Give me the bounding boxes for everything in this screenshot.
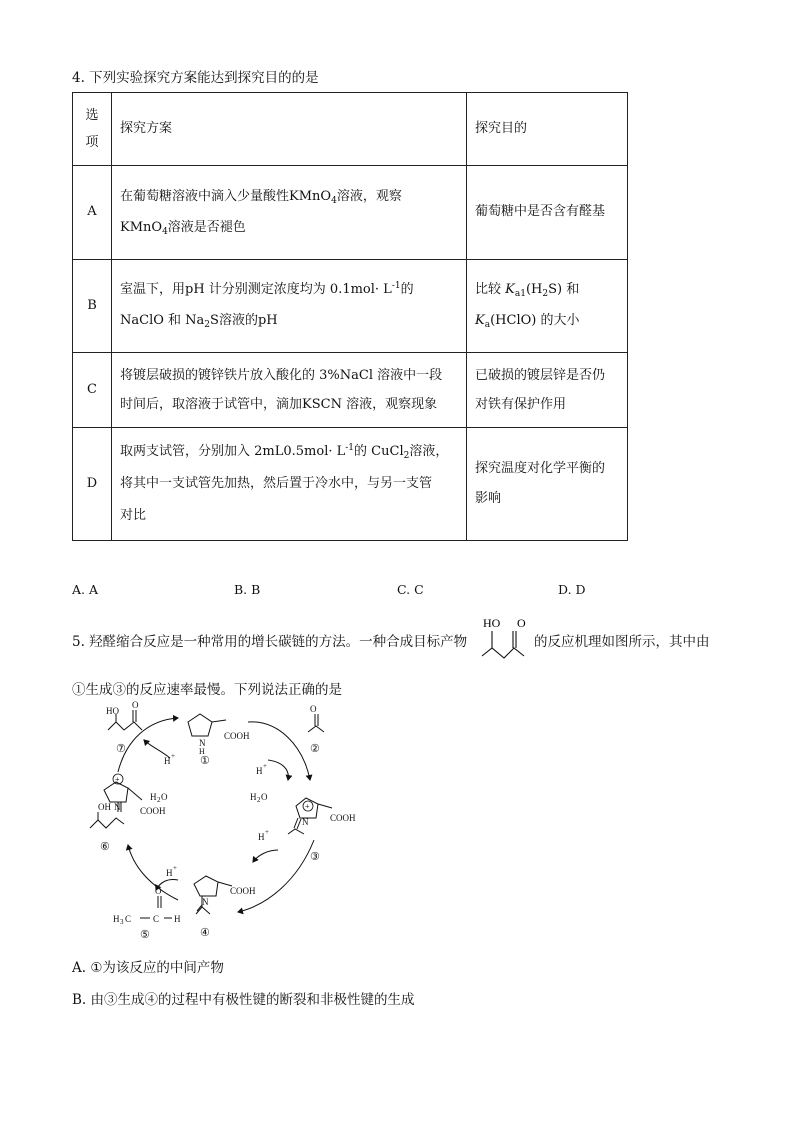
row-plan <box>112 260 467 353</box>
plan-text: NaClO 和 <box>120 313 186 328</box>
question-5-line2: ①生成③的反应速率最慢。下列说法正确的是 <box>72 682 342 698</box>
plan-text: 溶液的pH <box>218 313 278 328</box>
h-plus-3: H <box>258 832 265 842</box>
goal-text: S) 和 <box>548 282 580 298</box>
cooh-1: COOH <box>224 731 250 741</box>
formula: K <box>475 313 485 328</box>
h-plus-2: H <box>256 766 263 776</box>
label-7: ⑦ <box>116 743 126 755</box>
mechanism-diagram <box>78 700 378 945</box>
header-key-2: 项 <box>85 135 99 150</box>
o-7: O <box>132 700 139 710</box>
plus-1: + <box>171 752 175 760</box>
goal-text: 比较 <box>475 282 506 298</box>
h-plus-4: H <box>166 868 173 878</box>
plan-text: 溶液， <box>409 444 449 460</box>
plus-3: + <box>265 828 269 836</box>
cooh-6: COOH <box>140 806 166 816</box>
row-plan <box>112 166 467 260</box>
cooh-3: COOH <box>330 813 356 823</box>
row-goal <box>467 428 628 541</box>
subscript: a1 <box>514 289 526 300</box>
goal-text: 的大小 <box>536 313 580 328</box>
formula: K <box>505 282 515 298</box>
formula: Na <box>185 313 205 328</box>
n-4: N <box>202 897 209 907</box>
table-row <box>73 353 628 428</box>
o-2: O <box>310 704 317 714</box>
header-key <box>73 93 112 166</box>
plan-text: 溶液，观察 <box>336 188 402 204</box>
plan-text: 室温下，用pH 计分别测定浓度均为 0.1mol· L <box>120 282 392 298</box>
choice-b[interactable]: B. B <box>234 582 261 597</box>
label-6: ⑥ <box>100 841 110 853</box>
choice-d[interactable]: D. D <box>558 582 586 597</box>
subscript: 4 <box>331 195 337 206</box>
h2o-1-2: 2 <box>157 796 161 804</box>
choice-c[interactable]: C. C <box>397 582 424 597</box>
plan-text: 的 <box>354 444 372 460</box>
subscript: 2 <box>542 289 549 300</box>
row-goal <box>467 260 628 353</box>
h2o-2-h: H <box>250 792 257 802</box>
table-row <box>73 260 628 353</box>
product-o-label: O <box>517 616 526 630</box>
h2o-1-h: H <box>150 792 157 802</box>
n-3: N <box>302 817 309 827</box>
nh-n: N <box>199 738 206 748</box>
question-4-title: 4. 下列实验探究方案能达到探究目的的是 <box>72 70 319 86</box>
subscript: a <box>484 320 491 330</box>
goal-text: 已破损的镀层锌是否仍 <box>475 367 606 383</box>
subscript: 2 <box>403 451 410 462</box>
row-key: A <box>73 166 112 260</box>
formula: KMnO <box>289 188 332 204</box>
header-plan: 探究方案 <box>112 93 467 166</box>
label-3: ③ <box>310 851 320 863</box>
oh-6: OH <box>98 802 111 812</box>
c-5: C <box>153 914 160 924</box>
plan-text: 对比 <box>120 507 147 523</box>
subscript: 4 <box>162 226 168 237</box>
plus-4: + <box>173 864 177 872</box>
row-key: C <box>73 353 112 428</box>
compound-1-ring <box>188 714 212 736</box>
question-5-line1a: 5. 羟醛缩合反应是一种常用的增长碳链的方法。一种合成目标产物 <box>72 634 468 650</box>
h2o-2-2: 2 <box>257 796 261 804</box>
row-plan <box>112 353 467 428</box>
n-6: N <box>114 802 121 812</box>
plus-2: + <box>263 762 267 770</box>
label-4: ④ <box>200 927 210 939</box>
superscript: -1 <box>345 443 355 454</box>
cooh-4: COOH <box>230 886 256 896</box>
h-plus-1: H <box>164 756 171 766</box>
table-row <box>73 428 628 541</box>
plan-text: 的 <box>400 282 414 298</box>
plus-3-ring: + <box>305 802 310 811</box>
h2o-2-o: O <box>261 792 268 802</box>
row-key: D <box>73 428 112 541</box>
compound-4-ring <box>194 876 218 896</box>
table-header-row <box>73 93 628 166</box>
nh-h: H <box>199 747 205 756</box>
plan-text: 将镀层破损的镀锌铁片放入酸化的 3%NaCl 溶液中一段 <box>120 367 443 383</box>
h2o-1-o: O <box>161 792 168 802</box>
header-goal: 探究目的 <box>467 93 628 166</box>
header-key-1: 选 <box>85 107 99 123</box>
table-row <box>73 166 628 260</box>
h-5: H <box>174 914 181 924</box>
h3c-3: 3 <box>120 918 124 926</box>
subscript: 2 <box>204 320 211 330</box>
option-a[interactable]: A. ①为该反应的中间产物 <box>72 960 224 976</box>
plan-text: 溶液是否褪色 <box>167 219 246 235</box>
formula: (HClO) <box>490 313 537 328</box>
plan-text: 时间后，取溶液于试管中，滴加KSCN 溶液，观察现象 <box>120 397 438 412</box>
row-goal: 葡萄糖中是否含有醛基 <box>467 166 628 260</box>
plan-text: 取两支试管，分别加入 2mL0.5mol· L <box>120 444 346 460</box>
goal-text: 对铁有保护作用 <box>475 397 567 412</box>
row-plan <box>112 428 467 541</box>
row-goal <box>467 353 628 428</box>
options-table <box>72 92 628 541</box>
label-2: ② <box>310 743 320 755</box>
plan-text: 在葡萄糖溶液中滴入少量酸性 <box>120 188 290 204</box>
question-5-line1b: 的反应机理如图所示，其中由 <box>534 634 710 650</box>
plus-6: + <box>115 775 120 784</box>
product-ho-label: HO <box>483 616 501 630</box>
formula: CuCl <box>371 444 404 460</box>
h3c-h: H <box>113 914 120 924</box>
target-product-structure <box>478 612 538 662</box>
superscript: -1 <box>391 281 401 292</box>
row-key: B <box>73 260 112 353</box>
goal-text: 影响 <box>475 491 502 506</box>
ho-7: HO <box>106 706 119 716</box>
formula: S <box>210 313 219 328</box>
h3c-c: C <box>125 914 132 924</box>
o-5: O <box>155 886 162 896</box>
formula: (H <box>525 282 543 298</box>
goal-text: 探究温度对化学平衡的 <box>475 461 606 477</box>
compound-6-ring <box>104 782 128 802</box>
formula: KMnO <box>120 219 163 235</box>
label-1: ① <box>200 755 210 767</box>
plan-text: 将其中一支试管先加热，然后置于冷水中，与另一支管 <box>120 476 433 492</box>
option-b[interactable]: B. 由③生成④的过程中有极性键的断裂和非极性键的生成 <box>72 992 415 1008</box>
label-5: ⑤ <box>140 929 150 941</box>
choice-a[interactable]: A. A <box>72 582 99 597</box>
